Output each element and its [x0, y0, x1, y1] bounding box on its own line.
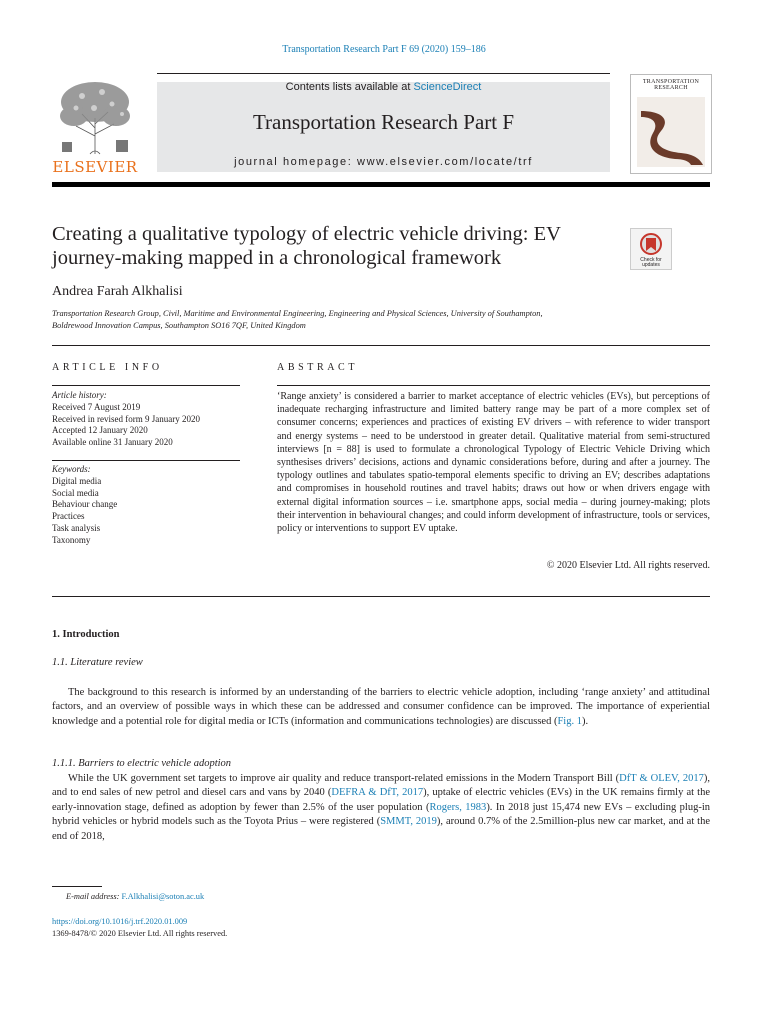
- keyword-item: Task analysis: [52, 522, 101, 533]
- abstract-text: ‘Range anxiety’ is considered a barrier to market acceptance of electric vehicles (EVs), but perceptions of inadequate recharging infrastructure and limited battery range may be part of a more complex set of consumer concerns; experiences and practices of existing EV drivers – with reference to wider transport and energy systems – need to be understood in greater detail. Qualitative material from semi-structured interviews [n = 88] is used to formulate a chronological Typology of Electric Vehicle Driving which synthesises drivers’ decisions, actions and dynamic considerations before, during and after a journey. The typology outlines and tabulates spatio-temporal elements specific to driving an EV; describes adaptations and compromises in household routines and travel habits; draws out how or when drivers engage with external digital information sources – i.e. smartphone apps, social media – during journey-making; plots their intervention in behavioural changes; and could inform development of infrastructure, tools or services, policy or interventions to support EV uptake.: [277, 391, 710, 535]
- keywords-rule: [52, 460, 240, 461]
- title-divider: [52, 345, 710, 346]
- road-image-icon: [631, 91, 711, 171]
- paragraph-text: ), and to end sales of new petrol and diesel cars and vans by 2040 (: [52, 773, 710, 799]
- abstract-rule: [277, 385, 710, 386]
- paragraph-text: While the UK government set targets to improve air quality and reduce transport-related emissions in the Modern Transport Bill (: [68, 773, 620, 784]
- paragraph-text: ).: [581, 715, 589, 727]
- email-link[interactable]: F.Alkhalisi@soton.ac.uk: [121, 892, 205, 901]
- section-heading: 1. Introduction: [52, 629, 120, 640]
- subsection-heading: 1.1. Literature review: [52, 657, 143, 668]
- paragraph-text: The background to this research is informed by an understanding of the barriers to electric vehicle adoption, including ‘range anxiety’ and attitudinal factors, and an overview of possible ways in which these can be addressed and consumer confidence can be improved. The importance of experiential knowledge and a potential role for digital media or ICTs (information and communications technologies) are discussed (: [52, 687, 710, 727]
- publisher-name: ELSEVIER: [52, 158, 138, 176]
- article-info-heading: ARTICLE INFO: [52, 362, 163, 373]
- contents-line: [157, 81, 610, 93]
- article-history: [52, 390, 200, 449]
- paragraph-text: ), uptake of electric vehicles (EVs) in the UK remains firmly at the early-innovation stage, defined as adoption by fewer than 2.5% of the user population (: [52, 787, 711, 813]
- check-for-updates-label: Check for updates: [640, 257, 662, 268]
- citation-link[interactable]: Rogers, 1983: [429, 801, 487, 813]
- header-top-rule: [157, 73, 610, 74]
- keywords-label: Keywords:: [52, 464, 91, 474]
- issn-copyright: 1369-8478/© 2020 Elsevier Ltd. All rights reserved.: [52, 928, 228, 938]
- header-thick-rule: [52, 182, 710, 187]
- paragraph-text: ). In 2018 just 15,474 new EVs – excluding plug-in hybrid vehicles or hybrid models such as the Toyota Prius – were registered (: [52, 801, 710, 828]
- sciencedirect-link[interactable]: ScienceDirect: [413, 81, 482, 93]
- citation-link[interactable]: DfT & OLEV, 2017: [619, 773, 704, 784]
- history-item: Available online 31 January 2020: [52, 437, 173, 448]
- citation-link[interactable]: DEFRA & DfT, 2017: [331, 787, 424, 799]
- keywords-list: [52, 464, 117, 547]
- journal-title: Transportation Research Part F: [252, 110, 515, 134]
- subsubsection-heading: 1.1.1. Barriers to electric vehicle adoption: [52, 758, 232, 769]
- body-paragraph: [52, 686, 710, 729]
- journal-cover[interactable]: [630, 74, 712, 174]
- abstract-divider: [52, 596, 710, 597]
- keyword-item: Social media: [52, 487, 99, 498]
- check-for-updates-button[interactable]: [630, 228, 672, 270]
- affiliation-line-1: Transportation Research Group, Civil, Maritime and Environmental Engineering, Engineering and Physical Sciences, University of Southampton,: [52, 309, 543, 318]
- doi-link[interactable]: https://doi.org/10.1016/j.trf.2020.01.009: [52, 917, 188, 926]
- journal-reference[interactable]: Transportation Research Part F 69 (2020) 159–186: [282, 44, 486, 55]
- article-info-rule: [52, 385, 240, 386]
- tree-icon: [52, 78, 138, 156]
- author-name: Andrea Farah Alkhalisi: [52, 284, 183, 299]
- keyword-item: Practices: [52, 511, 85, 522]
- history-label: Article history:: [52, 390, 107, 400]
- author-affiliation: [52, 308, 692, 332]
- paragraph-text: ), around 0.7% of the 2.5million-plus new car market, and at the end of 2018,: [52, 816, 711, 842]
- cover-title: TRANSPORTATION RESEARCH: [642, 79, 700, 91]
- contents-prefix: Contents lists available at: [285, 81, 414, 93]
- footnote-email: [52, 892, 204, 901]
- elsevier-logo[interactable]: [52, 78, 138, 176]
- keyword-item: Digital media: [52, 475, 102, 486]
- keyword-item: Taxonomy: [52, 534, 91, 545]
- figure-link[interactable]: Fig. 1: [557, 715, 582, 727]
- history-item: Received 7 August 2019: [52, 401, 141, 412]
- abstract-copyright: © 2020 Elsevier Ltd. All rights reserved.: [546, 560, 710, 571]
- citation-link[interactable]: SMMT, 2019: [380, 816, 437, 828]
- history-item: Received in revised form 9 January 2020: [52, 413, 200, 424]
- keyword-item: Behaviour change: [52, 499, 118, 510]
- history-item: Accepted 12 January 2020: [52, 425, 148, 436]
- journal-homepage[interactable]: journal homepage: www.elsevier.com/locate/trf: [234, 156, 533, 168]
- footer-doi-block: [52, 916, 227, 939]
- footnote-rule: [52, 886, 102, 887]
- body-paragraph: [52, 772, 710, 844]
- affiliation-line-2: Boldrewood Innovation Campus, Southampton SO16 7QF, United Kingdom: [52, 321, 306, 330]
- article-title: Creating a qualitative typology of electric vehicle driving: EV journey-making mapped in a chronological framework: [52, 223, 561, 269]
- abstract-heading: ABSTRACT: [277, 362, 359, 373]
- email-label: E-mail address:: [66, 892, 120, 901]
